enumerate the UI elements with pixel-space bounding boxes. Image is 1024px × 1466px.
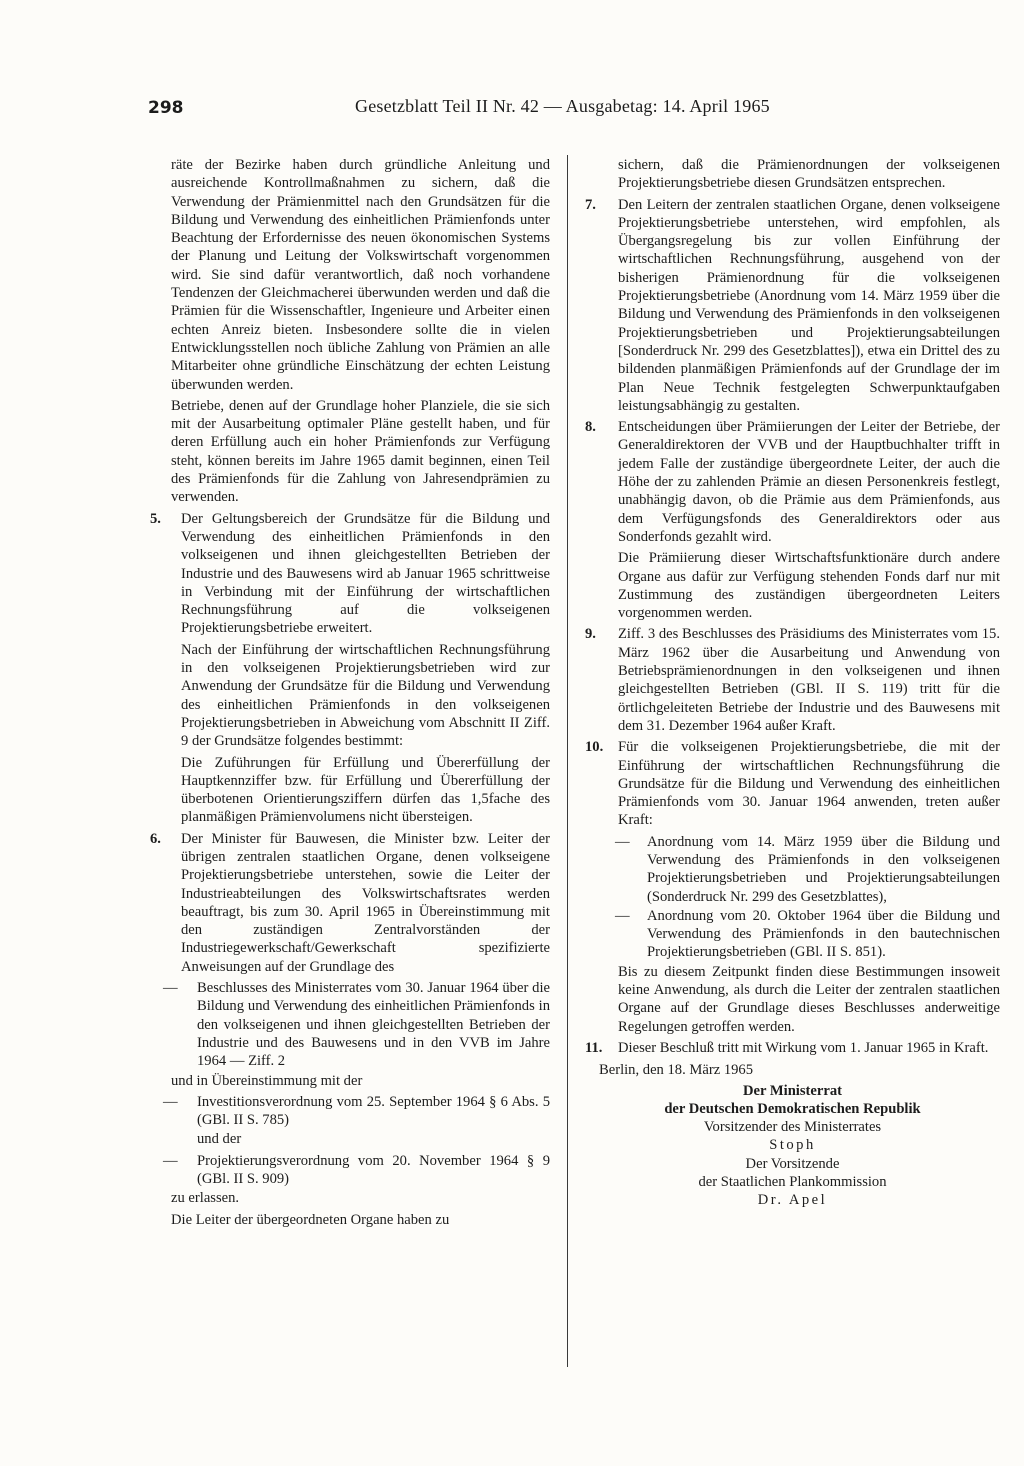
signatory-title-2: Der Vorsitzende (745, 1155, 840, 1172)
to-issue: zu erlassen. (171, 1190, 240, 1207)
signatory-body: Der Ministerrat (742, 1082, 842, 1099)
and-the: und der (197, 1131, 242, 1148)
signatory-title-2b: der Staatlichen Plankommission (698, 1174, 887, 1191)
item-5-text: Der Geltungsbereich der Grundsätze für die Bildung und Verwendung des einheitlichen Prämienfonds in den volkseigenen und ihnen gleichgestellten Betrieben der Industrie und des Bauwesens wird ab Januar 1965 schrittweise in Verbindung mit der Einführung der wirtschaftlichen Rechnungsführung auf die volkseigenen Projektierungsbetriebe erweitert. (181, 510, 550, 637)
signature-block (585, 1082, 1000, 1210)
item-9-text: Ziff. 3 des Beschlusses des Präsidiums des Ministerrates vom 15. März 1962 über die Ausarbeitung und Anwendung von Betriebsprämienordnungen in den volkseigenen und ihnen gleichgestellten Betrieben (GBl. II S. 119) tritt für die örtlichgeleiteten Betriebe der Industrie und des Bauwesens mit dem 31. Dezember 1964 außer Kraft. (618, 626, 1000, 734)
dash-marker: — (163, 980, 178, 997)
page-number: 298 (148, 98, 184, 118)
dash-item-1959-order (585, 833, 1000, 906)
column-divider (567, 155, 568, 1367)
dash-item-resolution (150, 979, 550, 1070)
dash-item-1964-order (585, 907, 1000, 962)
item-5-number: 5. (150, 510, 161, 527)
intro-paragraph: räte der Bezirke haben durch gründliche Anleitung und ausreichende Kontrollmaßnahmen zu sichern, daß die Verwendung der Prämienmittel nach den Grundsätzen für die Bildung und Verwendung des einheitlichen Prämienfonds unter Beachtung der Erfordernisse des neuen ökonomischen Systems der Planung und Leitung der Volkswirtschaft vorgenommen wird. Sie sind dafür verantwortlich, daß noch vorhandene Tendenzen der Gleichmacherei überwunden werden und daß die Prämien für die Wissenschaftler, Ingenieure und Arbeiter einen echten Anreiz bieten. Insbesondere sollte die in vielen Entwicklungsstellen noch übliche Zahlung von Prämien an alle Mitarbeiter ohne gründliche Einschätzung der echten Leistung überwunden werden. (171, 157, 550, 393)
right-column (585, 156, 1000, 1210)
dash-item-projecting (150, 1152, 550, 1189)
signatory-name-1: Stoph (769, 1137, 816, 1154)
item-11 (585, 1039, 1000, 1057)
dash-item-1959-order-text: Anordnung vom 14. März 1959 über die Bildung und Verwendung des Prämienfonds in den volkseigenen Projektierungsbetrieben und Projektierungsabteilungen (Sonderdruck Nr. 299 des Gesetzblattes), (647, 833, 1000, 905)
and-in-accordance: und in Übereinstimmung mit der (171, 1072, 363, 1089)
item-10-paragraph-2: Bis zu diesem Zeitpunkt finden diese Bestimmungen insoweit keine Anwendung, als durch die Leiter der zentralen staatlichen Organe auf der Grundlage dieses Beschlusses anderweitige Regelungen getroffen werden. (618, 963, 1000, 1035)
item-8-number: 8. (585, 419, 596, 436)
item-10 (585, 738, 1000, 829)
item-8-text: Entscheidungen über Prämiierungen der Leiter der Betriebe, der Generaldirektoren der VVB und der Hauptbuchhalter trifft in jedem Falle der zuständige übergeordnete Leiter, der auch die Höhe der zu zahlenden Prämie an diesen Personenkreis festlegt, unabhängig davon, ob die Prämie aus dem Prämienfonds, aus dem Verfügungsfonds des Generaldirektors oder aus Sonderfonds gezahlt wird. (618, 419, 1000, 545)
dash-item-projecting-text: Projektierungsverordnung vom 20. November 1964 § 9 (GBl. II S. 909) (197, 1152, 550, 1188)
item-9-number: 9. (585, 626, 596, 643)
item-7-number: 7. (585, 196, 596, 213)
dash-item-1964-order-text: Anordnung vom 20. Oktober 1964 über die Bildung und Verwendung des Prämienfonds in den bautechnischen Projektierungsbetrieben (GBl. II S. 851). (647, 907, 1000, 961)
dash-marker: — (615, 833, 630, 850)
item-8 (585, 418, 1000, 622)
running-head: Gesetzblatt Teil II Nr. 42 — Ausgabetag: 14. April 1965 (355, 96, 770, 116)
item-6-text: Der Minister für Bauwesen, die Minister bzw. Leiter der übrigen zentralen staatlichen Organe, denen volkseigene Projektierungsbetriebe unterstehen, sowie die Leiter der Industrieabteilungen des Volkswirtschaftsrates werden beauftragt, bis zum 30. April 1965 in Übereinstimmung mit den zuständigen Zentralvorständen der Industriegewerkschaft/Gewerkschaft spezifizierte Anweisungen auf der Grundlage des (181, 830, 550, 975)
item-5-paragraph-2: Nach der Einführung der wirtschaftlichen Rechnungsführung in den volkseigenen Projektierungsbetrieben wird zur Anwendung der Grundsätze für die Bildung und Verwendung des einheitlichen Prämienfonds in den volkseigenen Projektierungsbetrieben in Abweichung vom Abschnitt II Ziff. 9 der Grundsätze folgendes bestimmt: (181, 641, 550, 750)
signatory-name-2: Dr. Apel (757, 1192, 828, 1209)
place-and-date: Berlin, den 18. März 1965 (599, 1062, 754, 1079)
item-7-text: Den Leitern der zentralen staatlichen Organe, denen volkseigene Projektierungsbetriebe unterstehen, wird empfohlen, als Übergangsregelung bis zur vollen Einführung der wirtschaftlichen Rechnungsführung, ausgehend von der bisherigen Prämienordnung für die volkseigenen Projektierungsbetriebe (Anordnung vom 14. März 1959 über die Bildung und Verwendung des Prämienfonds in den volkseigenen Projektierungsbetrieben und Projektierungsabteilungen [Sonderdruck Nr. 299 des Gesetzblattes]), etwa ein Drittel des zu bildenden planmäßigen Prämienfonds auf der Grundlage der im Plan Neue Technik festgelegten Schwerpunktaufgaben leistungsabhängig zu gestalten. (618, 196, 1000, 414)
item-6-number: 6. (150, 830, 161, 847)
item-5 (150, 510, 550, 827)
dash-item-resolution-text: Beschlusses des Ministerrates vom 30. Januar 1964 über die Bildung und Verwendung des einheitlichen Prämienfonds in den volkseigenen und ihnen gleichgestellten Betrieben der Industrie und des Bauwesens und in den VVB im Jahre 1964 — Ziff. 2 (197, 980, 550, 1070)
item-6 (150, 830, 550, 976)
dash-item-investment-text: Investitionsverordnung vom 25. September 1964 § 6 Abs. 5 (GBl. II S. 785) (197, 1093, 550, 1129)
item-10-text: Für die volkseigenen Projektierungsbetriebe, die mit der Einführung der wirtschaftlichen Rechnungsführung die Grundsätze für die Bildung und Verwendung des einheitlichen Prämienfonds vom 30. Januar 1964 anwenden, treten außer Kraft: (618, 739, 1000, 829)
item-5-paragraph-3: Die Zuführungen für Erfüllung und Übererfüllung der Hauptkennziffer bzw. für Erfüllung und Übererfüllung der überbotenen Orientierungsziffern dürfen das 1,5fache des planmäßigen Prämienvolumens nicht übersteigen. (181, 754, 550, 826)
intro-paragraph-2: Betriebe, denen auf der Grundlage hoher Planziele, die sie sich mit der Ausarbeitung optimaler Pläne gestellt haben, und für deren Erfüllung auch ein hoher Prämienfonds zur Verfügung steht, können bereits im Jahre 1965 damit beginnen, einen Teil des Prämienfonds für die Zahlung von Jahresendprämien zu verwenden. (171, 397, 550, 506)
item-7 (585, 196, 1000, 416)
signatory-title-1: Vorsitzender des Ministerrates (703, 1119, 882, 1136)
dash-item-investment (150, 1093, 550, 1130)
item-11-text: Dieser Beschluß tritt mit Wirkung vom 1. Januar 1965 in Kraft. (618, 1039, 989, 1056)
item-10-number: 10. (585, 739, 604, 756)
left-column (150, 156, 550, 1232)
item-9 (585, 625, 1000, 735)
signatory-state: der Deutschen Demokratischen Republik (664, 1100, 921, 1117)
dash-marker: — (163, 1093, 178, 1110)
dash-marker: — (615, 907, 630, 924)
item-11-number: 11. (585, 1039, 603, 1056)
dash-marker: — (163, 1152, 178, 1169)
continuation-paragraph: sichern, daß die Prämienordnungen der volkseigenen Projektierungsbetriebe diesen Grundsätzen entsprechen. (618, 157, 1000, 192)
last-line: Die Leiter der übergeordneten Organe haben zu (171, 1211, 450, 1228)
item-8-paragraph-2: Die Prämiierung dieser Wirtschaftsfunktionäre durch andere Organe aus dafür zur Verfügung stehenden Fonds darf nur mit Zustimmung des zuständigen übergeordneten Leiters vorgenommen werden. (618, 550, 1000, 622)
